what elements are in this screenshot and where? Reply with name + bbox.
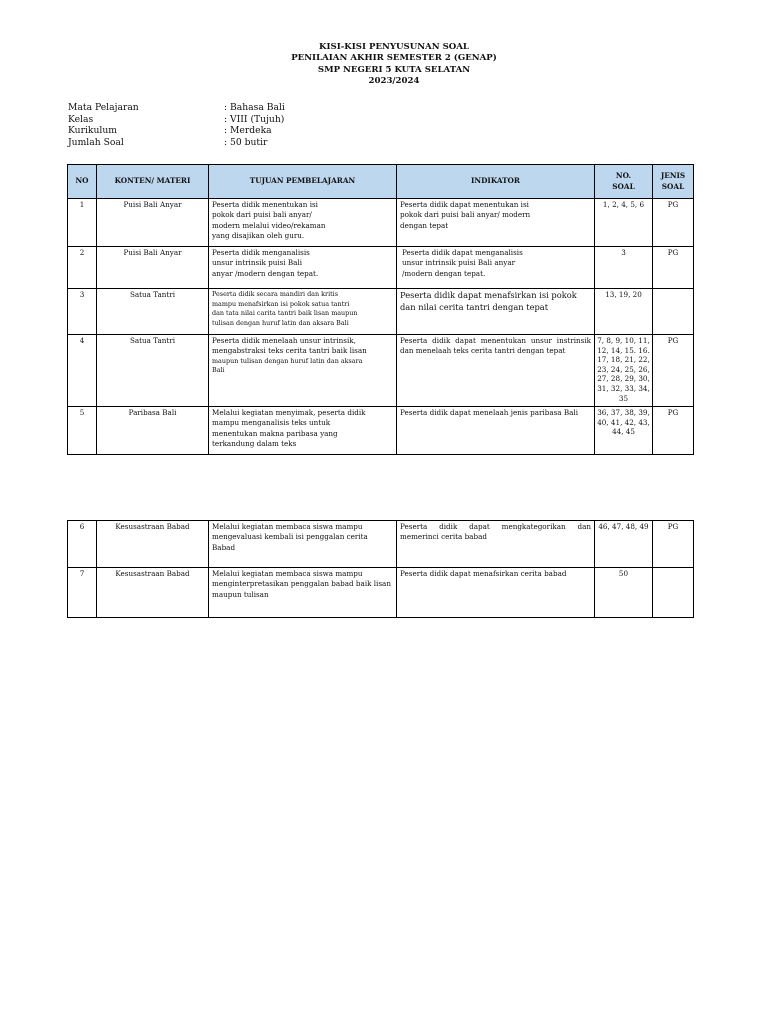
cell-no-soal: 36, 37, 38, 39, 40, 41, 42, 43, 44, 45 <box>595 407 653 455</box>
cell-indikator: Peserta didik dapat menafsirkan isi pokok dan nilai cerita tantri dengan tepat <box>397 289 595 335</box>
cell-no-soal: 7, 8, 9, 10, 11, 12, 14, 15. 16. 17, 18, 21, 22, 23, 24, 25, 26, 27, 28, 29, 30, 31, 32, 33, 34, 35 <box>595 335 653 407</box>
meta-row <box>68 114 285 126</box>
meta-label: Kelas <box>68 113 94 125</box>
meta-row <box>68 137 285 149</box>
cell-jenis-soal: PG <box>653 199 694 247</box>
cell-jenis-soal: PG <box>653 521 694 568</box>
cell-jenis-soal: PG <box>653 247 694 289</box>
title-line-4: 2023/2024 <box>368 75 420 86</box>
table-row <box>68 247 694 289</box>
meta-label: Mata Pelajaran <box>68 102 139 113</box>
meta-row <box>68 125 285 137</box>
meta-value: : VIII (Tujuh) <box>224 113 285 125</box>
cell-no-soal: 46, 47, 48, 49 <box>595 521 653 568</box>
cell-no-soal: 50 <box>595 568 653 618</box>
cell-jenis-soal: PG <box>653 407 694 455</box>
table-row <box>68 289 694 335</box>
meta-label: Kurikulum <box>68 125 117 137</box>
cell-no: 5 <box>68 407 97 455</box>
header-jenis-soal: JENIS SOAL <box>653 165 694 199</box>
cell-no: 1 <box>68 199 97 247</box>
document-title <box>0 42 768 87</box>
cell-tujuan: Melalui kegiatan menyimak, peserta didik mampu menganalisis teks untuk menentukan makna paribasa yang terkandung dalam teks <box>209 407 397 455</box>
cell-tujuan: Peserta didik menganalisis unsur intrinsik puisi Bali anyar /modern dengan tepat. <box>209 247 397 289</box>
cell-konten: Kesusastraan Babad <box>97 568 209 618</box>
cell-konten: Puisi Bali Anyar <box>97 199 209 247</box>
header-indikator: INDIKATOR <box>397 165 595 199</box>
cell-tujuan: Peserta didik secara mandiri dan kritis mampu menafsirkan isi pokok satua tantri dan tata nilai carita tantri baik lisan maupun tulisan dengan huruf latin dan aksara Bali <box>209 289 397 335</box>
cell-indikator: Peserta didik dapat menganalisis unsur intrinsik puisi Bali anyar /modern dengan tepat. <box>397 247 595 289</box>
cell-tujuan: Peserta didik menelaah unsur intrinsik, mengabstraksi teks cerita tantri baik lisan maupun tulisan dengan huruf latin dan aksara Bali <box>209 335 397 407</box>
cell-indikator: Peserta didik dapat menelaah jenis paribasa Bali <box>397 407 595 455</box>
cell-jenis-soal: PG <box>653 335 694 407</box>
title-line-3: SMP NEGERI 5 KUTA SELATAN <box>317 64 471 75</box>
meta-label: Jumlah Soal <box>68 136 124 148</box>
kisi-kisi-table-continued <box>67 520 694 618</box>
cell-konten: Paribasa Bali <box>97 407 209 455</box>
table-row <box>68 568 694 618</box>
cell-no-soal: 13, 19, 20 <box>595 289 653 335</box>
cell-indikator: Peserta didik dapat menafsirkan cerita babad <box>397 568 595 618</box>
kisi-kisi-table <box>67 164 694 455</box>
cell-no-soal: 1, 2, 4, 5, 6 <box>595 199 653 247</box>
cell-jenis-soal <box>653 289 694 335</box>
title-line-1: KISI-KISI PENYUSUNAN SOAL <box>319 42 469 52</box>
cell-no: 6 <box>68 521 97 568</box>
meta-row <box>68 102 285 114</box>
meta-value: : Merdeka <box>224 125 272 137</box>
cell-konten: Satua Tantri <box>97 335 209 407</box>
cell-tujuan: Peserta didik menentukan isi pokok dari puisi bali anyar/ modern melalui video/rekaman yang disajikan oleh guru. <box>209 199 397 247</box>
table-row <box>68 199 694 247</box>
cell-indikator: Peserta didik dapat menentukan unsur instrinsik dan menelaah teks cerita tantri dengan tepat <box>397 335 595 407</box>
meta-value: : Bahasa Bali <box>224 102 285 113</box>
header-no: NO <box>68 165 97 199</box>
cell-jenis-soal <box>653 568 694 618</box>
cell-no: 4 <box>68 335 97 407</box>
table-row <box>68 335 694 407</box>
cell-no-soal: 3 <box>595 247 653 289</box>
cell-no: 3 <box>68 289 97 335</box>
header-no-soal: NO. SOAL <box>595 165 653 199</box>
table-header-row <box>68 165 694 199</box>
cell-tujuan: Melalui kegiatan membaca siswa mampu menginterpretasikan penggalan babad baik lisan maupun tulisan <box>209 568 397 618</box>
header-konten: KONTEN/ MATERI <box>97 165 209 199</box>
cell-indikator: Peserta didik dapat menentukan isi pokok dari puisi bali anyar/ modern dengan tepat <box>397 199 595 247</box>
document-meta <box>68 102 285 148</box>
cell-no: 7 <box>68 568 97 618</box>
meta-value: : 50 butir <box>224 136 268 148</box>
cell-indikator: Peserta didik dapat mengkategorikan dan memerinci cerita babad <box>397 521 595 568</box>
cell-konten: Satua Tantri <box>97 289 209 335</box>
cell-tujuan: Melalui kegiatan membaca siswa mampu mengevaluasi kembali isi penggalan cerita Babad <box>209 521 397 568</box>
cell-konten: Kesusastraan Babad <box>97 521 209 568</box>
header-tujuan: TUJUAN PEMBELAJARAN <box>209 165 397 199</box>
table-row <box>68 407 694 455</box>
title-line-2: PENILAIAN AKHIR SEMESTER 2 (GENAP) <box>291 53 497 64</box>
cell-no: 2 <box>68 247 97 289</box>
table-row <box>68 521 694 568</box>
cell-konten: Puisi Bali Anyar <box>97 247 209 289</box>
